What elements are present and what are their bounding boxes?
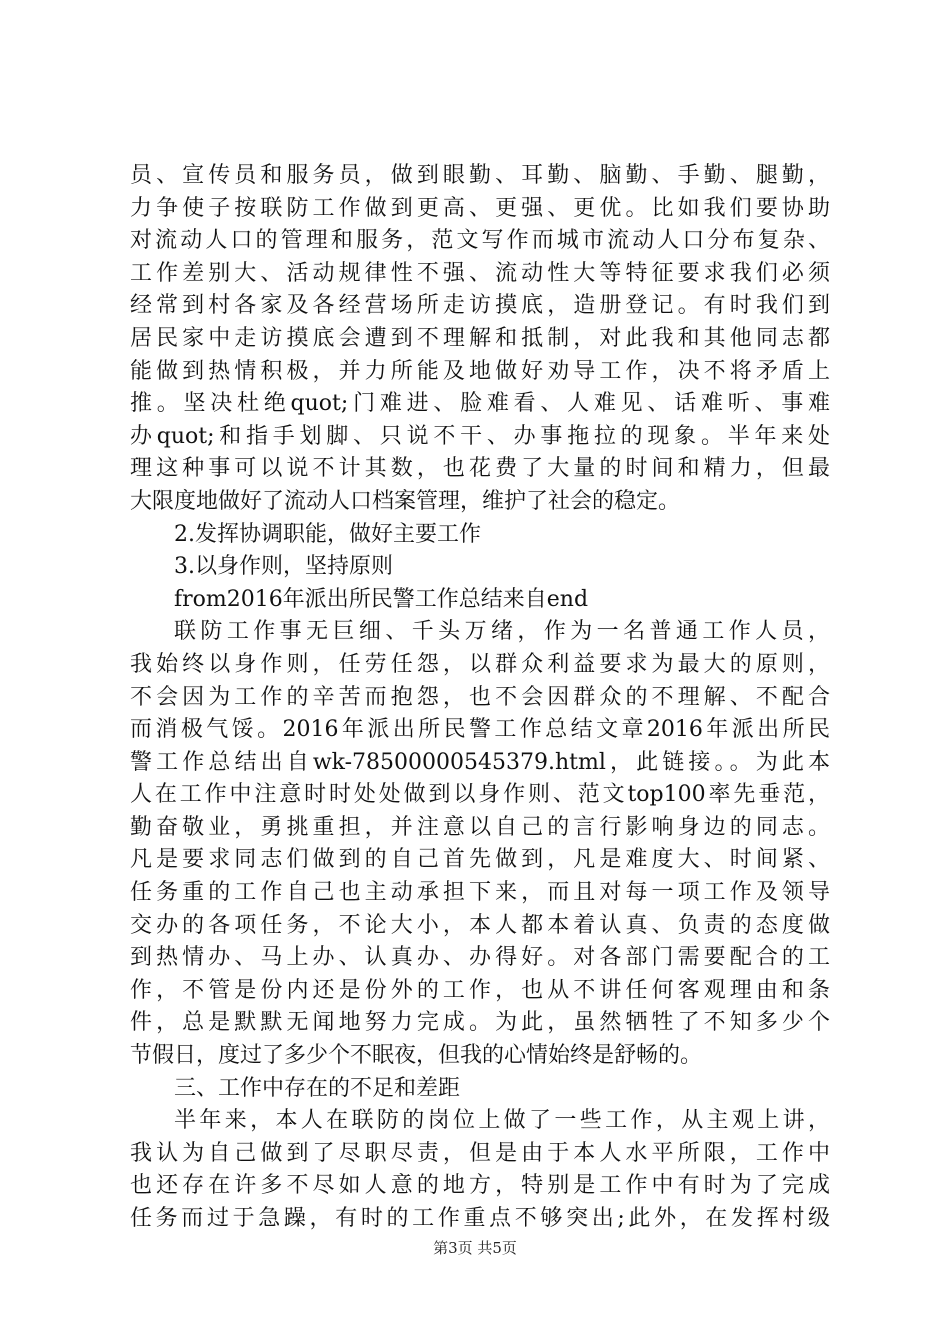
text-line: 凡是要求同志们做到的自己首先做到，凡是难度大、时间紧、 <box>130 847 830 873</box>
text-line: 3.以身作则，坚持原则 <box>174 554 393 580</box>
text-line: 节假日，度过了多少个不眠夜，但我的心情始终是舒畅的。 <box>130 1043 703 1069</box>
text-line: 任务重的工作自己也主动承担下来，而且对每一项工作及领导 <box>130 880 830 906</box>
text-line: 工作差别大、活动规律性不强、流动性大等特征要求我们必须 <box>130 260 830 286</box>
text-line: 能做到热情积极，并力所能及地做好劝导工作，决不将矛盾上 <box>130 358 830 384</box>
text-line: 力争使子按联防工作做到更高、更强、更优。比如我们要协助 <box>130 195 830 221</box>
text-line: 员、宣传员和服务员，做到眼勤、耳勤、脑勤、手勤、腿勤， <box>130 163 830 188</box>
text-line: 人在工作中注意时时处处做到以身作则、范文top100率先垂范， <box>130 782 830 808</box>
text-line: 警工作总结出自wk-78500000545379.html，此链接。。为此本 <box>130 749 830 775</box>
text-line: 三、工作中存在的不足和差距 <box>174 1075 461 1101</box>
text-line: 到热情办、马上办、认真办、办得好。对各部门需要配合的工 <box>130 945 830 971</box>
text-line: 2.发挥协调职能，做好主要工作 <box>174 521 481 547</box>
text-line: 也还存在许多不尽如人意的地方，特别是工作中有时为了完成 <box>130 1173 830 1199</box>
text-line: 我始终以身作则，任劳任怨，以群众利益要求为最大的原则， <box>130 651 830 677</box>
text-line: 半年来，本人在联防的岗位上做了一些工作，从主观上讲， <box>174 1108 830 1134</box>
page-footer: 第3页 共5页 <box>433 1239 517 1257</box>
text-line: 而消极气馁。2016年派出所民警工作总结文章2016年派出所民 <box>130 717 830 743</box>
text-line: 作，不管是份内还是份外的工作，也从不讲任何客观理由和条 <box>130 977 830 1003</box>
text-line: 交办的各项任务，不论大小，本人都本着认真、负责的态度做 <box>130 912 830 938</box>
text-line: 理这种事可以说不计其数，也花费了大量的时间和精力，但最 <box>130 456 830 482</box>
text-line: 勤奋敬业，勇挑重担，并注意以自己的言行影响身边的同志。 <box>130 814 830 840</box>
body-text <box>130 160 830 1236</box>
text-line: 联防工作事无巨细、千头万绪，作为一名普通工作人员， <box>174 619 830 645</box>
text-line: 办quot;和指手划脚、只说不干、办事拖拉的现象。半年来处 <box>130 423 830 449</box>
text-line: 不会因为工作的辛苦而抱怨，也不会因群众的不理解、不配合 <box>130 684 830 710</box>
text-line: 对流动人口的管理和服务，范文写作而城市流动人口分布复杂、 <box>130 228 830 254</box>
text-line: 大限度地做好了流动人口档案管理，维护了社会的稳定。 <box>130 488 681 514</box>
text-line: 居民家中走访摸底会遭到不理解和抵制，对此我和其他同志都 <box>130 325 830 351</box>
text-line: 件，总是默默无闻地努力完成。为此，虽然牺牲了不知多少个 <box>130 1010 830 1036</box>
text-line: 经常到村各家及各经营场所走访摸底，造册登记。有时我们到 <box>130 293 830 319</box>
text-line: from2016年派出所民警工作总结来自end <box>174 586 589 612</box>
text-line: 我认为自己做到了尽职尽责，但是由于本人水平所限，工作中 <box>130 1140 830 1166</box>
text-line: 推。坚决杜绝quot;门难进、脸难看、人难见、话难听、事难 <box>130 391 830 417</box>
text-line: 任务而过于急躁，有时的工作重点不够突出;此外，在发挥村级 <box>130 1206 830 1231</box>
